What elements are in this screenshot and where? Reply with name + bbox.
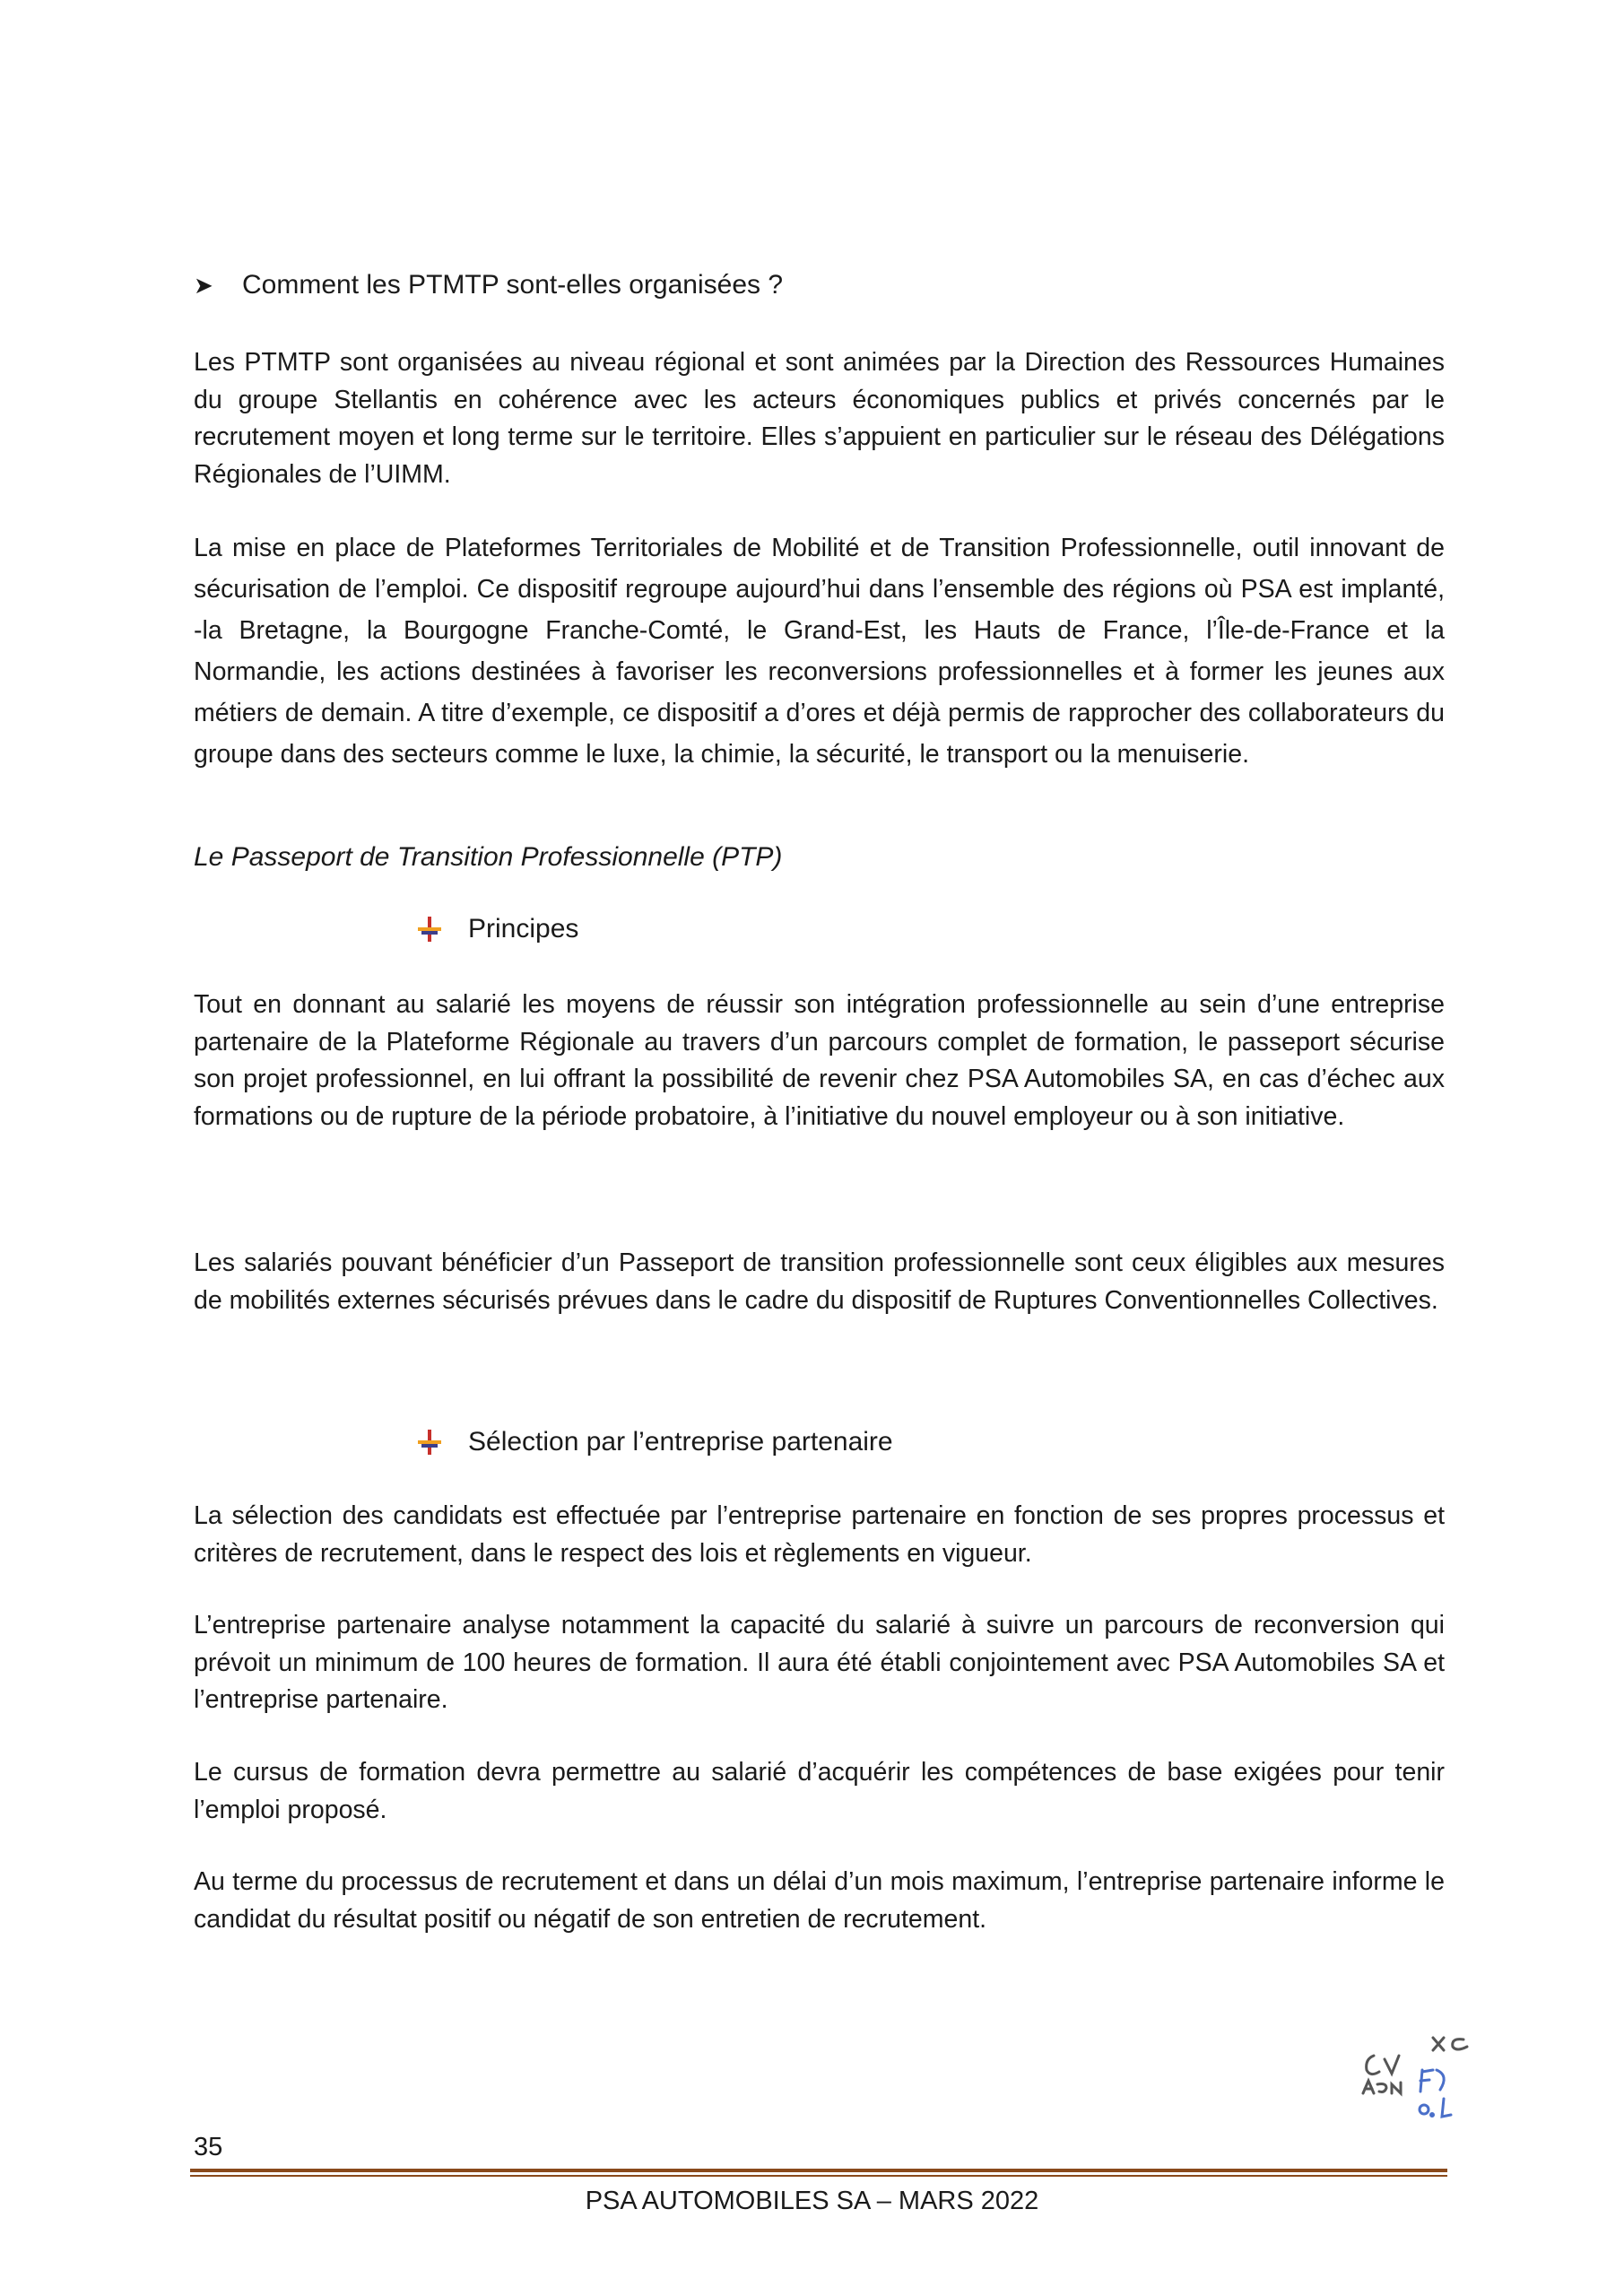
paragraph-organisation: [194, 344, 1445, 493]
paragraph-analyse: [194, 1607, 1445, 1719]
section-heading-ptmtp: [194, 267, 783, 303]
page-number: 35: [194, 2133, 223, 2161]
paragraph-text: Au terme du processus de recrutement et dans un délai d’un mois maximum, l’entreprise partenaire informe le candidat du résultat positif ou négatif de son entretien de recrutement.: [194, 1867, 1445, 1934]
cross-bullet-icon: [414, 1428, 445, 1457]
paragraph-text: L’entreprise partenaire analyse notamment la capacité du salarié à suivre un parcours de reconversion qui prévoit un minimum de 100 heures de formation. Il aura été établi conjointement avec PSA Automobiles SA et l’entreprise partenaire.: [194, 1611, 1445, 1714]
paragraph-selection: [194, 1498, 1445, 1572]
paragraph-text: La mise en place de Plateformes Territoriales de Mobilité et de Transition Professionnelle, outil innovant de sécurisation de l’emploi. Ce dispositif regroupe aujourd’hui dans l’ensemble des régions où PSA est implanté, -la Bretagne, la Bourgogne Franche-Comté, le Grand-Est, les Hauts de France, l’Île-de-France et la Normandie, les actions destinées à favoriser les reconversions professionnelles et à former les jeunes aux métiers de demain. A titre d’exemple, ce dispositif a d’ores et déjà permis de rapprocher des collaborateurs du groupe dans des secteurs comme le luxe, la chimie, la sécurité, le transport ou la menuiserie.: [194, 534, 1445, 769]
paragraph-text: La sélection des candidats est effectuée par l’entreprise partenaire en fonction de ses propres processus et critères de recrutement, dans le respect des lois et règlements en vigueur.: [194, 1501, 1445, 1568]
paragraph-text: Le cursus de formation devra permettre au salarié d’acquérir les compétences de base exigées pour tenir l’emploi proposé.: [194, 1758, 1445, 1824]
section-heading-ptp: Le Passeport de Transition Professionnelle (PTP): [194, 842, 783, 872]
paragraph-plateformes: [194, 527, 1445, 775]
handwritten-initials: [1354, 2029, 1498, 2136]
cross-bullet-icon: [414, 915, 445, 944]
paragraph-text: Les PTMTP sont organisées au niveau régional et sont animées par la Direction des Ressources Humaines du groupe Stellantis en cohérence avec les acteurs économiques publics et privés concernés par le recrutement moyen et long terme sur le territoire. Elles s’appuient en particulier sur le réseau des Délégations Régionales de l’UIMM.: [194, 348, 1445, 489]
subheading-selection: [414, 1424, 893, 1460]
subheading-text: Sélection par l’entreprise partenaire: [468, 1427, 893, 1457]
paragraph-principes: [194, 987, 1445, 1135]
subheading-principes: [414, 911, 578, 947]
heading-text: Comment les PTMTP sont-elles organisées ?: [242, 270, 784, 300]
paragraph-cursus: [194, 1754, 1445, 1829]
paragraph-eligibilite: [194, 1245, 1445, 1319]
paragraph-text: Tout en donnant au salarié les moyens de réussir son intégration professionnelle au sein d’une entreprise partenaire de la Plateforme Régionale au travers d’un parcours complet de formation, le passeport sécurise son projet professionnel, en lui offrant la possibilité de revenir chez PSA Automobiles SA, en cas d’échec aux formations ou de rupture de la période probatoire, à l’initiative du nouvel employeur ou à son initiative.: [194, 990, 1445, 1131]
footer-text: PSA AUTOMOBILES SA – MARS 2022: [585, 2187, 1039, 2215]
subheading-text: Principes: [468, 914, 579, 944]
paragraph-terme: [194, 1864, 1445, 1938]
paragraph-text: Les salariés pouvant bénéficier d’un Passeport de transition professionnelle sont ceux éligibles aux mesures de mobilités externes sécurisés prévues dans le cadre du dispositif de Ruptures Conventionnelles Collectives.: [194, 1248, 1445, 1315]
arrow-bullet-icon: ➤: [194, 272, 213, 299]
footer-rule: [190, 2169, 1447, 2179]
